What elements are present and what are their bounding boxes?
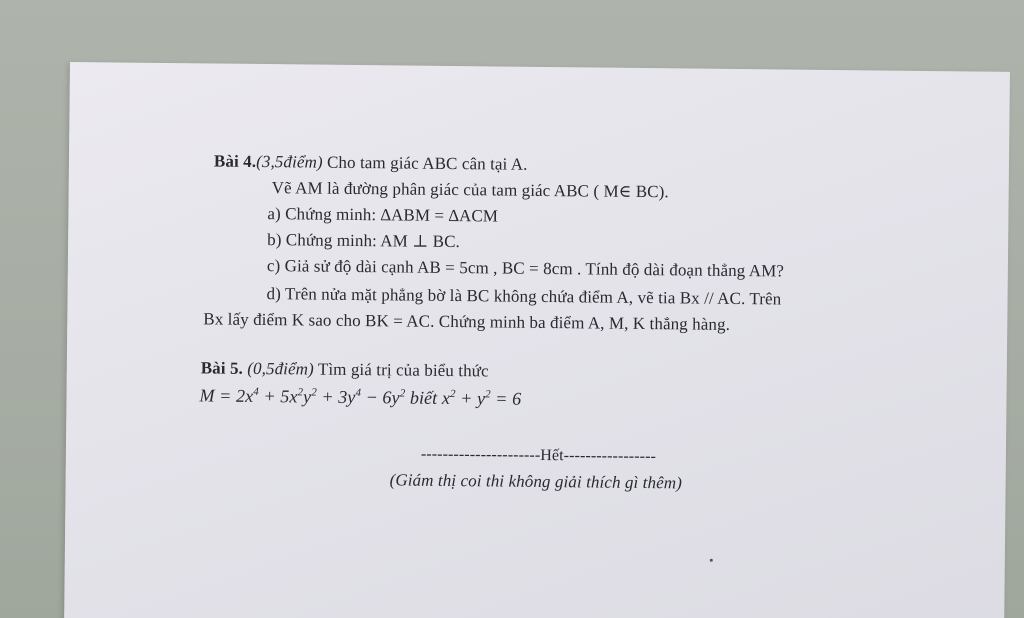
paper-speck [710,559,713,562]
formula-part: = 6 [490,388,522,409]
problem-4-label: Bài 4. [213,151,257,171]
formula-exponent: 2 [311,386,317,399]
formula-exponent: 4 [253,385,259,398]
formula-part: biết x [405,387,451,408]
formula-part: + y [455,388,486,409]
formula-exponent: 4 [355,387,362,400]
formula-exponent: 2 [297,386,304,399]
problem-4-points: (3,5điểm) [256,151,323,172]
problem-4-part-c: c) Giả sử độ dài cạnh AB = 5cm , BC = 8cm . Tính độ dài đoạn thẳng AM? [266,256,785,281]
formula-part: M = 2x [199,385,254,406]
end-marker: ----------------------Hết----------------- [420,445,657,466]
problem-5-points: (0,5điểm) [247,358,314,379]
exam-paper [64,62,1010,618]
problem-4-part-b: b) Chứng minh: AM ⊥ BC. [267,230,461,252]
problem-4-part-d-line-1: d) Trên nửa mặt phẳng bờ là BC không chứa điểm A, vẽ tia Bx // AC. Trên [266,284,782,309]
formula-part: + 3y [316,386,356,408]
problem-4-heading [214,152,528,175]
problem-5-label: Bài 5. [200,358,244,378]
problem-4-part-d-line-2: Bx lấy điểm K sao cho BK = AC. Chứng minh ba điểm A, M, K thẳng hàng. [203,309,731,334]
formula-part: + 5x [258,385,298,407]
formula-exponent: 2 [449,387,456,401]
problem-5-formula [199,385,521,409]
problem-4-part-a: a) Chứng minh: ∆ABM = ∆ACM [267,204,499,226]
problem-5-heading [201,358,489,381]
formula-part: y [302,386,312,407]
formula-exponent: 2 [485,388,491,401]
formula-part: − 6y [360,387,400,408]
formula-exponent: 2 [399,387,406,400]
problem-4-intro: Cho tam giác ABC cân tại A. [326,152,528,174]
problem-4-line-2: Vẽ AM là đường phân giác của tam giác ABC ( M∈ BC). [271,178,669,202]
proctor-note: (Giám thị coi thi không giải thích gì thêm) [389,470,683,493]
problem-5-intro: Tìm giá trị của biểu thức [317,359,489,381]
